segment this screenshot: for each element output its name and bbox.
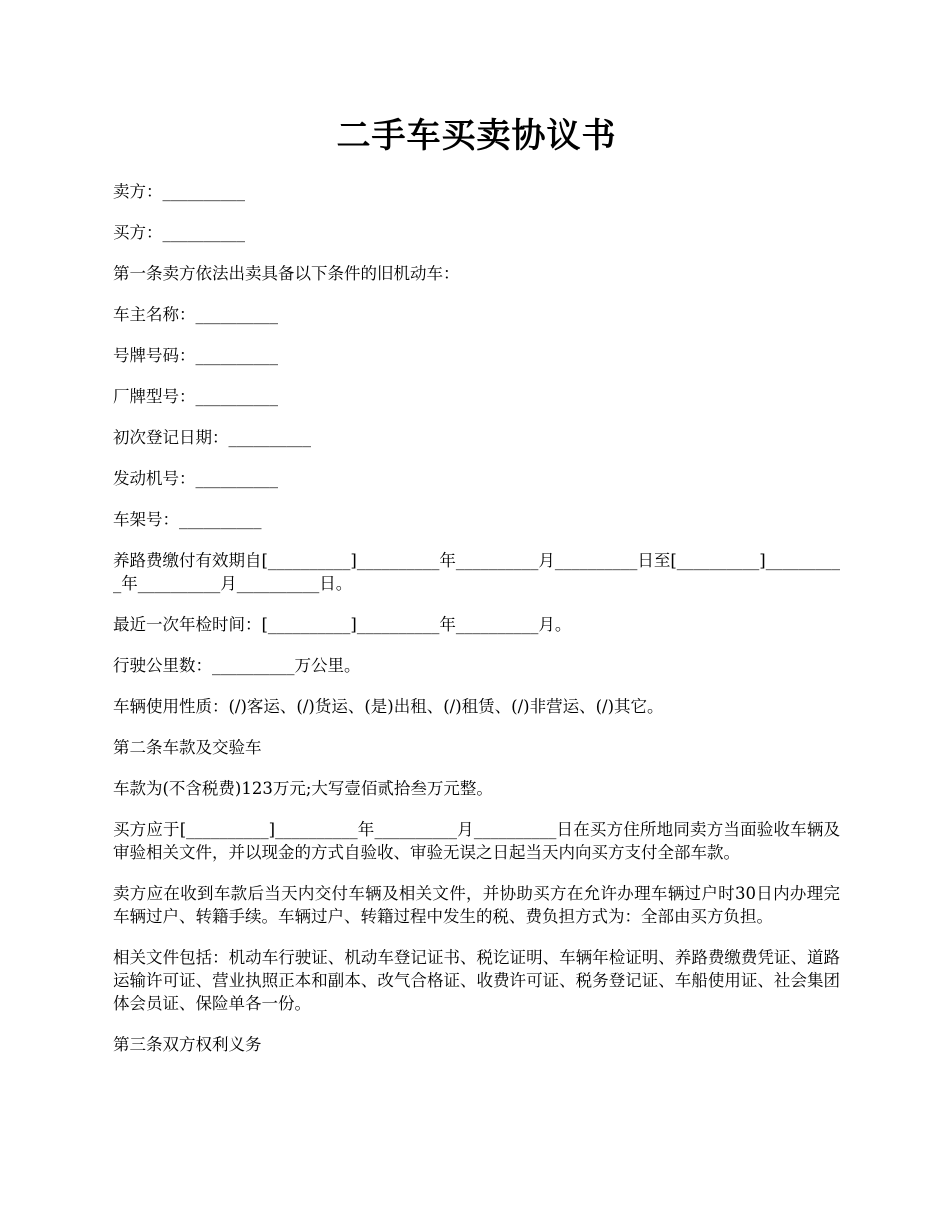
paragraph-seller: 卖方：__________ <box>113 182 245 201</box>
paragraph-buyer: 买方：__________ <box>113 223 245 242</box>
paragraph-road-fee-period: 养路费缴付有效期自[__________]__________年__________月__________日至[__________]__________年__________月__________日。 <box>113 551 840 593</box>
paragraph-related-documents: 相关文件包括：机动车行驶证、机动车登记证书、税讫证明、车辆年检证明、养路费缴费凭证、道路运输许可证、营业执照正本和副本、改气合格证、收费许可证、税务登记证、车船使用证、社会集团体会员证、保险单各一份。 <box>113 948 840 1013</box>
document-title: 二手车买卖协议书 <box>336 116 617 156</box>
paragraph-chassis-number: 车架号：__________ <box>113 510 262 529</box>
paragraph-owner-name: 车主名称：__________ <box>113 305 278 324</box>
document-body <box>113 180 840 1074</box>
paragraph-article-3: 第三条双方权利义务 <box>113 1035 262 1054</box>
paragraph-delivery-transfer: 卖方应在收到车款后当天内交付车辆及相关文件，并协助买方在允许办理车辆过户时30日内办理完车辆过户、转籍手续。车辆过户、转籍过程中发生的税、费负担方式为：全部由买方负担。 <box>113 884 840 926</box>
paragraph-usage-type: 车辆使用性质：(/)客运、(/)货运、(是)出租、(/)租赁、(/)非营运、(/)其它。 <box>113 697 664 716</box>
paragraph-plate-number: 号牌号码：__________ <box>113 346 278 365</box>
paragraph-engine-number: 发动机号：__________ <box>113 469 278 488</box>
paragraph-article-2: 第二条车款及交验车 <box>113 738 262 757</box>
paragraph-last-inspection: 最近一次年检时间：[__________]__________年__________月。 <box>113 615 572 634</box>
paragraph-price: 车款为(不含税费)123万元;大写壹佰贰拾叁万元整。 <box>113 779 493 798</box>
paragraph-article-1: 第一条卖方依法出卖具备以下条件的旧机动车： <box>113 264 460 283</box>
paragraph-brand-model: 厂牌型号：__________ <box>113 387 278 406</box>
paragraph-mileage: 行驶公里数：__________万公里。 <box>113 656 361 675</box>
paragraph-first-registration: 初次登记日期：__________ <box>113 428 311 447</box>
paragraph-inspection-payment: 买方应于[__________]__________年__________月__________日在买方住所地同卖方当面验收车辆及审验相关文件，并以现金的方式自验收、审验无误之日起当天内向买方支付全部车款。 <box>113 820 840 862</box>
